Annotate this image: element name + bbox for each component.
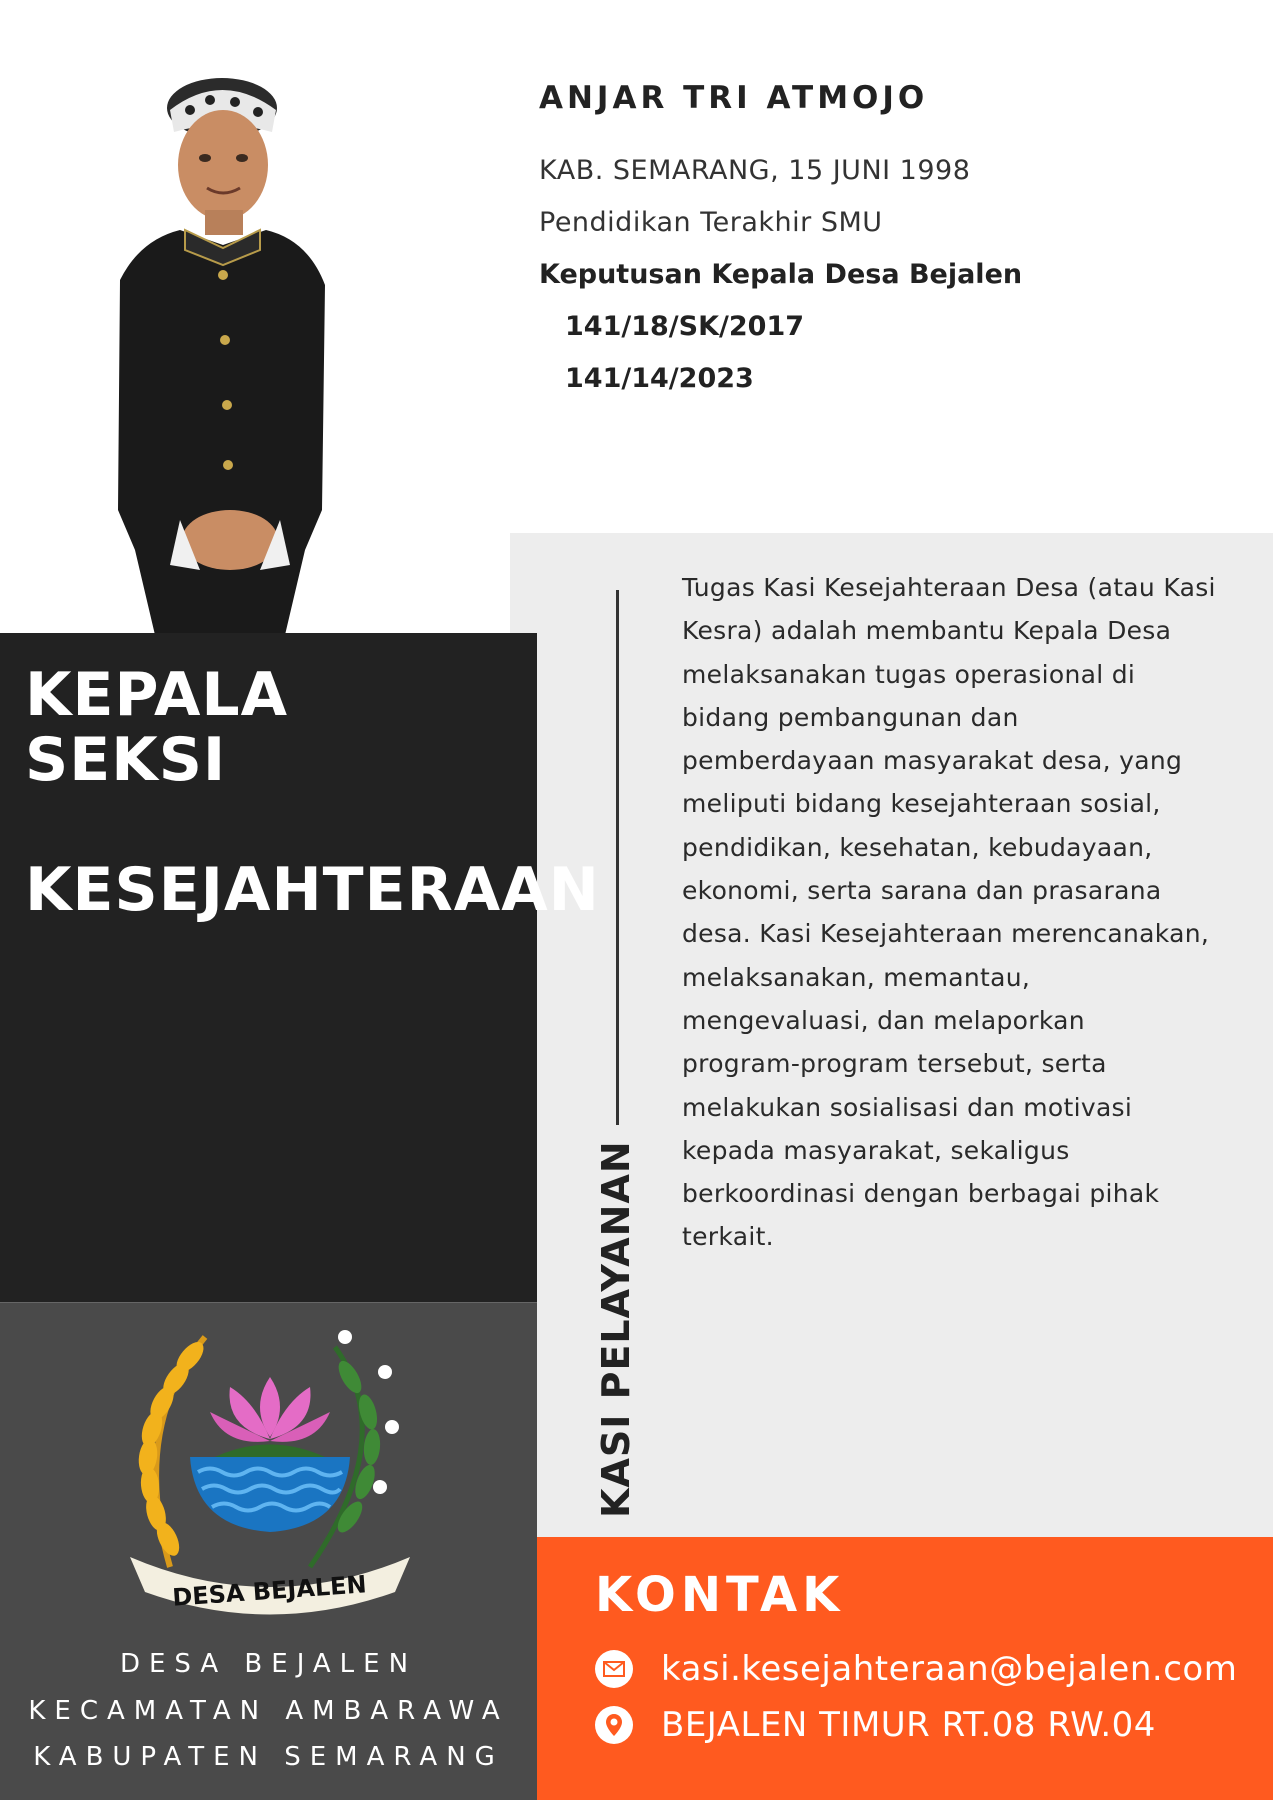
contact-email-row[interactable]: [595, 1649, 1237, 1689]
mail-icon: [595, 1650, 633, 1688]
decree-number-2: 141/14/2023: [565, 363, 754, 394]
birth-place-date: KAB. SEMARANG, 15 JUNI 1998: [539, 155, 971, 186]
description-line: terkait.: [682, 1222, 774, 1252]
contact-title: KONTAK: [595, 1567, 845, 1623]
contact-address-row: [595, 1705, 1156, 1745]
description-line: mengevaluasi, dan melaporkan: [682, 1005, 1085, 1035]
description-line: melaksanakan, memantau,: [682, 962, 1031, 992]
description-line: kepada masyarakat, sekaligus: [682, 1135, 1070, 1165]
position-title-line-3: KESEJAHTERAAN: [25, 855, 600, 925]
portrait-photo: [60, 70, 380, 635]
profile-info: [539, 80, 1239, 416]
description-line: Kesra) adalah membantu Kepala Desa: [682, 616, 1172, 646]
emblem-ribbon-text: DESA BEJALEN: [171, 1570, 368, 1612]
person-portrait-icon: [60, 70, 380, 635]
village-emblem-icon: [110, 1317, 430, 1617]
description-line: ekonomi, serta sarana dan prasarana: [682, 876, 1162, 906]
description-line: pendidikan, kesehatan, kebudayaan,: [682, 832, 1153, 862]
address-village: DESA BEJALEN: [119, 1649, 418, 1679]
contact-address: BEJALEN TIMUR RT.08 RW.04: [661, 1705, 1156, 1745]
decree-number-1: 141/18/SK/2017: [565, 311, 805, 342]
position-title-block: [0, 633, 600, 1303]
description-line: bidang pembangunan dan: [682, 702, 1019, 732]
description-line: pemberdayaan masyarakat desa, yang: [682, 746, 1183, 776]
description-line: desa. Kasi Kesejahteraan merencanakan,: [682, 919, 1210, 949]
description-line: meliputi bidang kesejahteraan sosial,: [682, 789, 1161, 819]
logo-block: [0, 1302, 537, 1800]
description-line: program-program tersebut, serta: [682, 1049, 1107, 1079]
address-district: KECAMATAN AMBARAWA: [28, 1696, 509, 1726]
description-line: berkoordinasi dengan berbagai pihak: [682, 1179, 1160, 1209]
job-description: [682, 566, 1262, 1259]
position-title-line-1: KEPALA: [25, 660, 289, 730]
contact-email[interactable]: kasi.kesejahteraan@bejalen.com: [661, 1649, 1238, 1689]
address-regency: KABUPATEN SEMARANG: [33, 1742, 504, 1772]
description-line: Tugas Kasi Kesejahteraan Desa (atau Kasi: [682, 573, 1216, 602]
vertical-divider: [616, 590, 619, 1125]
location-pin-icon: [595, 1706, 633, 1744]
position-title-line-2: SEKSI: [25, 725, 227, 795]
vertical-label: KASI PELAYANAN: [594, 1140, 638, 1518]
description-line: melakukan sosialisasi dan motivasi: [682, 1092, 1133, 1122]
person-name: ANJAR TRI ATMOJO: [539, 80, 929, 116]
education: Pendidikan Terakhir SMU: [539, 207, 883, 238]
decree-title: Keputusan Kepala Desa Bejalen: [539, 259, 1023, 290]
contact-block: [537, 1537, 1273, 1800]
description-line: melaksanakan tugas operasional di: [682, 659, 1136, 689]
